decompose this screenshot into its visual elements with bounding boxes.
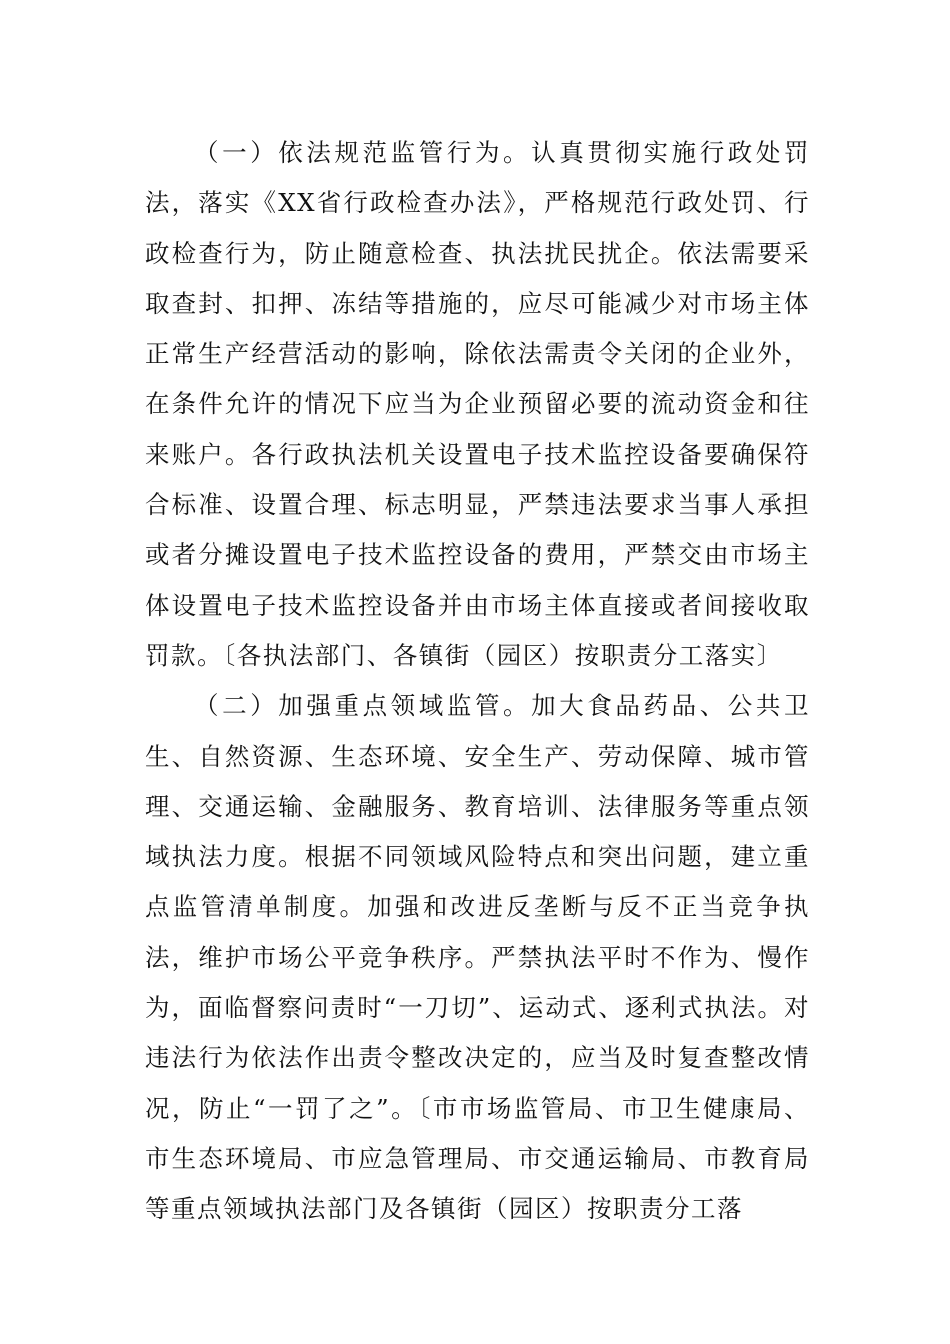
document-body [145,128,810,1235]
paragraph-regulate-supervision: （一）依法规范监管行为。认真贯彻实施行政处罚法，落实《XX省行政检查办法》，严格规范行政处罚、行政检查行为，防止随意检查、执法扰民扰企。依法需要采取查封、扣押、冻结等措施的，应尽可能减少对市场主体正常生产经营活动的影响，除依法需责令关闭的企业外，在条件允许的情况下应当为企业预留必要的流动资金和往来账户。各行政执法机关设置电子技术监控设备要确保符合标准、设置合理、标志明显，严禁违法要求当事人承担或者分摊设置电子技术监控设备的费用，严禁交由市场主体设置电子技术监控设备并由市场主体直接或者间接收取罚款。〔各执法部门、各镇街（园区）按职责分工落实〕 [145,138,810,670]
paragraph-key-area-supervision: （二）加强重点领域监管。加大食品药品、公共卫生、自然资源、生态环境、安全生产、劳动保障、城市管理、交通运输、金融服务、教育培训、法律服务等重点领域执法力度。根据不同领域风险特点和突出问题，建立重点监管清单制度。加强和改进反垄断与反不正当竞争执法，维护市场公平竞争秩序。严禁执法平时不作为、慢作为，面临督察问责时“一刀切”、运动式、逐利式执法。对违法行为依法作出责令整改决定的，应当及时复查整改情况，防止“一罚了之”。〔市市场监管局、市卫生健康局、市生态环境局、市应急管理局、市交通运输局、市教育局等重点领域执法部门及各镇街（园区）按职责分工落 [145,691,810,1224]
